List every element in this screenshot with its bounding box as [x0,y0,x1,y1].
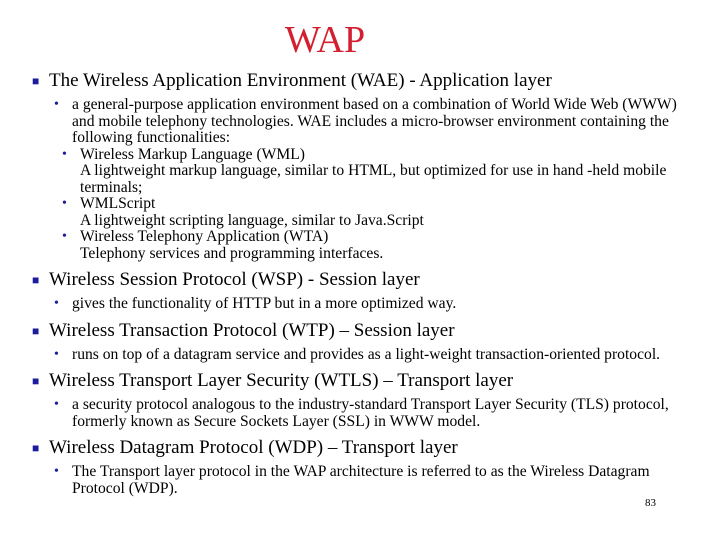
sub-bullet-item [54,397,702,430]
nested-bullet-item-wml [62,147,702,197]
sub-list-wdp [54,464,702,497]
dot-bullet-icon: • [62,229,67,244]
bullet-item-wtp [32,320,702,342]
dot-bullet-icon: • [62,196,67,211]
sub-bullet-text: a security protocol analogous to the industry-standard Transport Layer Security (TLS) protocol, formerly known as Secure Sockets Layer (SSL) in WWW model. [72,396,669,430]
nested-bullet-item-wmlscript [62,196,702,229]
sub-bullet-item [54,347,702,364]
sub-bullet-item [54,464,702,497]
nested-bullet-desc: Telephony services and programming interfaces. [80,244,384,262]
bullet-text: The Wireless Application Environment (WAE) - Application layer [49,70,552,91]
dot-bullet-icon: • [54,346,59,362]
bullet-text: Wireless Session Protocol (WSP) - Session layer [49,269,420,290]
bullet-text: Wireless Transaction Protocol (WTP) – Session layer [49,319,455,341]
square-bullet-icon: ■ [32,323,40,338]
dot-bullet-icon: • [54,296,59,311]
sub-bullet-item [54,296,702,313]
square-bullet-icon: ■ [32,74,40,88]
square-bullet-icon: ■ [32,374,40,388]
sub-bullet-text: a general-purpose application environment based on a combination of World Wide Web (WWW) and mobile telephony technologies. WAE includes a micro-browser environment containing the following functionalities: [72,96,677,146]
square-bullet-icon: ■ [32,273,40,287]
bullet-item-wtls [32,370,702,392]
bullet-text: Wireless Datagram Protocol (WDP) – Transport layer [49,437,458,458]
dot-bullet-icon: • [54,97,59,112]
nested-bullet-title: Wireless Telephony Application (WTA) [80,228,329,245]
dot-bullet-icon: • [54,397,59,412]
sub-list-wtp [54,347,702,364]
bullet-item-wae [32,70,702,92]
sub-list-wae [54,97,702,262]
nested-bullet-title: Wireless Markup Language (WML) [80,145,305,163]
square-bullet-icon: ■ [32,441,40,455]
dot-bullet-icon: • [62,146,67,162]
sub-bullet-text: The Transport layer protocol in the WAP architecture is referred to as the Wireless Datagram Protocol (WDP). [72,463,650,497]
nested-bullet-title: WMLScript [80,195,156,212]
sub-bullet-text: gives the functionality of HTTP but in a more optimized way. [72,295,457,312]
bullet-text: Wireless Transport Layer Security (WTLS) – Transport layer [49,370,514,391]
bullet-item-wsp [32,269,702,291]
nested-bullet-item-wta [62,229,702,262]
nested-bullet-desc: A lightweight markup language, similar to HTML, but optimized for use in hand -held mobile terminals; [80,162,667,196]
bullet-item-wdp [32,437,702,459]
sub-list-wsp [54,296,702,313]
slide-title: WAP [284,19,366,61]
page-number: 83 [645,497,656,509]
slide-content [32,70,702,497]
sub-bullet-text: runs on top of a datagram service and provides as a light-weight transaction-oriented protocol. [72,345,661,363]
dot-bullet-icon: • [54,464,59,479]
sub-list-wtls [54,397,702,430]
nested-bullet-desc: A lightweight scripting language, similar to Java.Script [80,211,424,229]
sub-bullet-item [54,97,702,147]
